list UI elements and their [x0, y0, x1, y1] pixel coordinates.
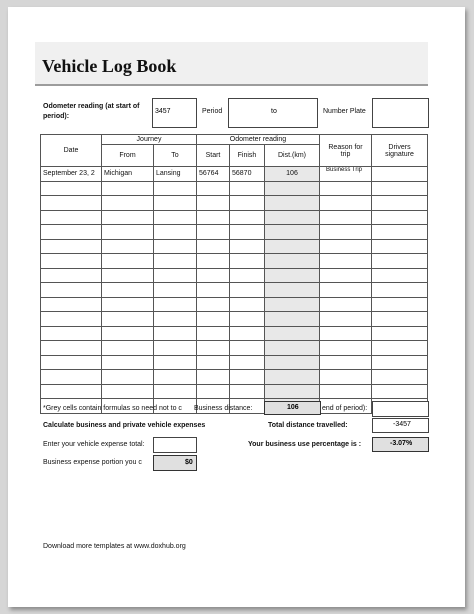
cell-start[interactable]	[197, 268, 230, 283]
cell-dist[interactable]	[265, 210, 320, 225]
cell-dist[interactable]	[265, 254, 320, 269]
table-row	[41, 181, 428, 196]
cell-signature[interactable]	[372, 283, 428, 298]
cell-date[interactable]	[41, 370, 102, 385]
cell-dist[interactable]	[265, 268, 320, 283]
period-to: to	[271, 108, 277, 115]
cell-date[interactable]	[41, 355, 102, 370]
cell-date[interactable]	[41, 283, 102, 298]
cell-to[interactable]	[154, 254, 197, 269]
cell-from[interactable]	[102, 196, 154, 211]
cell-reason[interactable]	[320, 341, 372, 356]
cell-date[interactable]	[41, 312, 102, 327]
cell-from[interactable]	[102, 239, 154, 254]
cell-finish[interactable]	[230, 370, 265, 385]
cell-signature[interactable]	[372, 312, 428, 327]
cell-to[interactable]	[154, 384, 197, 399]
table-row	[41, 312, 428, 327]
cell-start[interactable]	[197, 283, 230, 298]
business-use-label: Your business use percentage is :	[248, 441, 362, 448]
end-of-period-label: end of period):	[322, 405, 368, 412]
cell-from[interactable]	[102, 268, 154, 283]
cell-from[interactable]	[102, 341, 154, 356]
cell-signature[interactable]	[372, 210, 428, 225]
finish-header: Finish	[230, 145, 265, 167]
cell-from[interactable]: Michigan	[102, 167, 154, 182]
cell-to[interactable]	[154, 239, 197, 254]
cell-dist[interactable]	[265, 326, 320, 341]
table-row	[41, 283, 428, 298]
cell-start[interactable]	[197, 210, 230, 225]
cell-reason[interactable]	[320, 254, 372, 269]
expense-portion-cell	[153, 455, 197, 471]
cell-dist[interactable]	[265, 384, 320, 399]
log-table	[40, 134, 428, 414]
cell-dist[interactable]: 106	[265, 167, 320, 182]
business-distance-cell	[264, 401, 321, 415]
expense-portion-value: $0	[185, 459, 193, 466]
odometer-label: Odometer reading (at start of	[43, 103, 140, 110]
cell-finish[interactable]	[230, 210, 265, 225]
date-header: Date	[41, 135, 102, 167]
cell-finish[interactable]	[230, 355, 265, 370]
cell-dist[interactable]	[265, 196, 320, 211]
cell-date[interactable]	[41, 196, 102, 211]
period-field[interactable]	[228, 98, 318, 128]
cell-start[interactable]	[197, 370, 230, 385]
cell-date[interactable]	[41, 210, 102, 225]
cell-signature[interactable]	[372, 341, 428, 356]
cell-signature[interactable]	[372, 370, 428, 385]
cell-signature[interactable]	[372, 167, 428, 182]
cell-from[interactable]	[102, 297, 154, 312]
odometer-label-2: period):	[43, 113, 70, 120]
cell-date[interactable]	[41, 239, 102, 254]
reason-header	[320, 135, 372, 167]
title-band	[35, 42, 428, 86]
cell-date[interactable]	[41, 341, 102, 356]
table-row	[41, 326, 428, 341]
cell-date[interactable]: September 23, 2	[41, 167, 102, 182]
expense-total-label: Enter your vehicle expense total:	[43, 441, 145, 448]
table-row	[41, 254, 428, 269]
cell-to[interactable]	[154, 210, 197, 225]
cell-signature[interactable]	[372, 196, 428, 211]
reason-header-line1: Reason for	[328, 143, 363, 151]
dist-header: Dist.(km)	[265, 145, 320, 167]
cell-finish[interactable]: 56870	[230, 167, 265, 182]
cell-signature[interactable]	[372, 239, 428, 254]
cell-signature[interactable]	[372, 254, 428, 269]
cell-from[interactable]	[102, 254, 154, 269]
cell-dist[interactable]	[265, 283, 320, 298]
cell-to[interactable]	[154, 326, 197, 341]
grey-cells-note: *Grey cells contain formulas so need not to c	[43, 405, 182, 412]
cell-start[interactable]	[197, 297, 230, 312]
cell-to[interactable]	[154, 225, 197, 240]
reason-header-line2: trip	[340, 150, 351, 158]
cell-start[interactable]	[197, 312, 230, 327]
signature-header	[372, 135, 428, 167]
cell-finish[interactable]	[230, 196, 265, 211]
cell-reason[interactable]	[320, 225, 372, 240]
cell-finish[interactable]	[230, 341, 265, 356]
table-row	[41, 384, 428, 399]
business-use-value: -3.07%	[390, 440, 413, 447]
cell-from[interactable]	[102, 225, 154, 240]
cell-signature[interactable]	[372, 326, 428, 341]
odometer-header: Odometer reading	[197, 135, 320, 145]
table-row	[41, 355, 428, 370]
cell-finish[interactable]	[230, 297, 265, 312]
cell-finish[interactable]	[230, 225, 265, 240]
table-row	[41, 297, 428, 312]
cell-from[interactable]	[102, 326, 154, 341]
cell-finish[interactable]	[230, 384, 265, 399]
business-use-cell	[372, 437, 429, 452]
total-distance-cell	[372, 418, 429, 433]
cell-to[interactable]	[154, 283, 197, 298]
cell-dist[interactable]	[265, 181, 320, 196]
cell-to[interactable]	[154, 312, 197, 327]
cell-to[interactable]	[154, 268, 197, 283]
cell-start[interactable]	[197, 239, 230, 254]
cell-start[interactable]	[197, 341, 230, 356]
calc-expenses-label: Calculate business and private vehicle expenses	[43, 422, 206, 429]
cell-reason[interactable]	[320, 196, 372, 211]
cell-reason[interactable]	[320, 355, 372, 370]
cell-reason[interactable]	[320, 326, 372, 341]
business-distance-value: 106	[287, 404, 299, 411]
cell-from[interactable]	[102, 355, 154, 370]
cell-finish[interactable]	[230, 181, 265, 196]
total-distance-label: Total distance travelled:	[268, 422, 348, 429]
table-row	[41, 167, 428, 182]
cell-start[interactable]	[197, 225, 230, 240]
signature-header-line1: Drivers	[388, 143, 411, 151]
cell-reason[interactable]	[320, 181, 372, 196]
period-label: Period	[202, 108, 223, 115]
table-row	[41, 210, 428, 225]
cell-start[interactable]	[197, 326, 230, 341]
cell-dist[interactable]	[265, 225, 320, 240]
cell-to[interactable]: Lansing	[154, 167, 197, 182]
cell-to[interactable]	[154, 297, 197, 312]
download-note: Download more templates at www.doxhub.org	[43, 543, 186, 550]
number-plate-label: Number Plate	[323, 108, 366, 115]
cell-reason[interactable]	[320, 384, 372, 399]
expense-total-field[interactable]	[153, 437, 197, 453]
signature-header-line2: signature	[385, 150, 414, 158]
total-distance-value: -3457	[393, 421, 411, 428]
cell-from[interactable]	[102, 181, 154, 196]
cell-dist[interactable]	[265, 370, 320, 385]
table-row	[41, 239, 428, 254]
cell-from[interactable]	[102, 312, 154, 327]
odometer-start-field[interactable]	[152, 98, 197, 128]
cell-date[interactable]	[41, 384, 102, 399]
table-row	[41, 225, 428, 240]
odometer-start-value: 3457	[155, 108, 171, 115]
cell-start[interactable]	[197, 196, 230, 211]
cell-reason[interactable]	[320, 268, 372, 283]
cell-dist[interactable]	[265, 341, 320, 356]
cell-reason[interactable]	[320, 239, 372, 254]
cell-start[interactable]	[197, 254, 230, 269]
cell-reason[interactable]	[320, 297, 372, 312]
cell-finish[interactable]	[230, 254, 265, 269]
cell-reason[interactable]	[320, 312, 372, 327]
cell-date[interactable]	[41, 181, 102, 196]
journey-header: Journey	[102, 135, 197, 145]
end-of-period-field[interactable]	[372, 401, 429, 417]
cell-dist[interactable]	[265, 355, 320, 370]
cell-finish[interactable]	[230, 326, 265, 341]
cell-dist[interactable]	[265, 312, 320, 327]
cell-reason[interactable]	[320, 210, 372, 225]
cell-start[interactable]	[197, 384, 230, 399]
cell-date[interactable]	[41, 254, 102, 269]
cell-start[interactable]	[197, 181, 230, 196]
cell-to[interactable]	[154, 355, 197, 370]
cell-to[interactable]	[154, 370, 197, 385]
cell-signature[interactable]	[372, 297, 428, 312]
cell-signature[interactable]	[372, 225, 428, 240]
cell-finish[interactable]	[230, 283, 265, 298]
cell-signature[interactable]	[372, 384, 428, 399]
cell-signature[interactable]	[372, 355, 428, 370]
to-header: To	[154, 145, 197, 167]
cell-to[interactable]	[154, 196, 197, 211]
cell-from[interactable]	[102, 370, 154, 385]
cell-from[interactable]	[102, 210, 154, 225]
from-header: From	[102, 145, 154, 167]
page-title: Vehicle Log Book	[42, 56, 177, 76]
cell-from[interactable]	[102, 283, 154, 298]
cell-to[interactable]	[154, 341, 197, 356]
cell-reason[interactable]	[320, 370, 372, 385]
number-plate-field[interactable]	[372, 98, 429, 128]
cell-start[interactable]	[197, 355, 230, 370]
expense-portion-label: Business expense portion you c	[43, 459, 142, 466]
cell-finish[interactable]	[230, 239, 265, 254]
cell-signature[interactable]	[372, 181, 428, 196]
cell-date[interactable]	[41, 225, 102, 240]
cell-finish[interactable]	[230, 268, 265, 283]
cell-date[interactable]	[41, 326, 102, 341]
cell-date[interactable]	[41, 297, 102, 312]
cell-signature[interactable]	[372, 268, 428, 283]
cell-reason[interactable]: Business Trip	[320, 167, 372, 182]
log-body	[41, 167, 428, 414]
table-row	[41, 370, 428, 385]
cell-dist[interactable]	[265, 297, 320, 312]
cell-reason[interactable]	[320, 283, 372, 298]
business-distance-label: Business distance:	[194, 405, 253, 412]
table-row	[41, 196, 428, 211]
cell-from[interactable]	[102, 384, 154, 399]
cell-to[interactable]	[154, 181, 197, 196]
cell-finish[interactable]	[230, 312, 265, 327]
cell-date[interactable]	[41, 268, 102, 283]
table-row	[41, 341, 428, 356]
cell-start[interactable]: 56764	[197, 167, 230, 182]
table-row	[41, 268, 428, 283]
cell-dist[interactable]	[265, 239, 320, 254]
start-header: Start	[197, 145, 230, 167]
